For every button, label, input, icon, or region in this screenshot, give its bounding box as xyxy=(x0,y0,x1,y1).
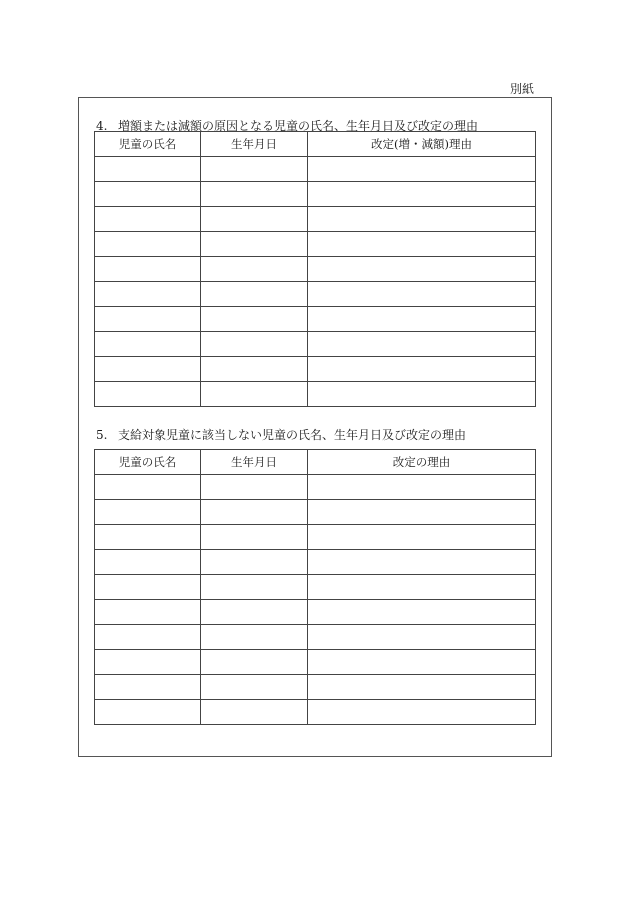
cell-revision-reason[interactable] xyxy=(308,675,536,700)
table-row xyxy=(95,475,536,500)
table-row xyxy=(95,282,536,307)
cell-birthdate[interactable] xyxy=(201,550,308,575)
table-row xyxy=(95,232,536,257)
cell-birthdate[interactable] xyxy=(201,525,308,550)
cell-birthdate[interactable] xyxy=(201,282,308,307)
cell-revision-reason[interactable] xyxy=(308,307,536,332)
cell-child-name[interactable] xyxy=(95,650,201,675)
cell-birthdate[interactable] xyxy=(201,357,308,382)
cell-child-name[interactable] xyxy=(95,675,201,700)
table-header-row xyxy=(95,450,536,475)
header-birthdate: 生年月日 xyxy=(201,450,308,475)
cell-birthdate[interactable] xyxy=(201,307,308,332)
cell-revision-reason[interactable] xyxy=(308,700,536,725)
table-row xyxy=(95,182,536,207)
cell-birthdate[interactable] xyxy=(201,500,308,525)
section-5-title: 支給対象児童に該当しない児童の氏名、生年月日及び改定の理由 xyxy=(118,428,467,442)
attachment-label: 別紙 xyxy=(509,82,534,96)
section-4-number: 4. xyxy=(96,119,108,133)
cell-birthdate[interactable] xyxy=(201,600,308,625)
table-row xyxy=(95,650,536,675)
cell-child-name[interactable] xyxy=(95,357,201,382)
cell-child-name[interactable] xyxy=(95,575,201,600)
cell-child-name[interactable] xyxy=(95,257,201,282)
table-row xyxy=(95,207,536,232)
cell-birthdate[interactable] xyxy=(201,575,308,600)
table-row xyxy=(95,575,536,600)
cell-birthdate[interactable] xyxy=(201,332,308,357)
header-revision-reason: 改定の理由 xyxy=(308,450,536,475)
cell-revision-reason[interactable] xyxy=(308,232,536,257)
table-row xyxy=(95,550,536,575)
cell-revision-reason[interactable] xyxy=(308,525,536,550)
cell-revision-reason[interactable] xyxy=(308,550,536,575)
table-row xyxy=(95,675,536,700)
cell-birthdate[interactable] xyxy=(201,650,308,675)
cell-revision-reason[interactable] xyxy=(308,500,536,525)
table-row xyxy=(95,625,536,650)
cell-birthdate[interactable] xyxy=(201,232,308,257)
cell-revision-reason[interactable] xyxy=(308,332,536,357)
cell-birthdate[interactable] xyxy=(201,625,308,650)
table-row xyxy=(95,307,536,332)
table-row xyxy=(95,332,536,357)
cell-revision-reason[interactable] xyxy=(308,382,536,407)
table-row xyxy=(95,525,536,550)
cell-child-name[interactable] xyxy=(95,500,201,525)
cell-revision-reason[interactable] xyxy=(308,182,536,207)
cell-revision-reason[interactable] xyxy=(308,357,536,382)
cell-child-name[interactable] xyxy=(95,307,201,332)
cell-child-name[interactable] xyxy=(95,525,201,550)
cell-child-name[interactable] xyxy=(95,207,201,232)
table-row xyxy=(95,500,536,525)
section-4-table xyxy=(94,131,536,407)
cell-birthdate[interactable] xyxy=(201,675,308,700)
cell-child-name[interactable] xyxy=(95,232,201,257)
cell-child-name[interactable] xyxy=(95,625,201,650)
cell-revision-reason[interactable] xyxy=(308,157,536,182)
cell-birthdate[interactable] xyxy=(201,182,308,207)
cell-revision-reason[interactable] xyxy=(308,207,536,232)
cell-birthdate[interactable] xyxy=(201,700,308,725)
cell-birthdate[interactable] xyxy=(201,207,308,232)
cell-child-name[interactable] xyxy=(95,282,201,307)
cell-child-name[interactable] xyxy=(95,382,201,407)
table-row xyxy=(95,600,536,625)
table-row xyxy=(95,700,536,725)
section-5-heading xyxy=(96,426,466,443)
cell-revision-reason[interactable] xyxy=(308,282,536,307)
cell-revision-reason[interactable] xyxy=(308,257,536,282)
table-row xyxy=(95,157,536,182)
cell-child-name[interactable] xyxy=(95,157,201,182)
cell-revision-reason[interactable] xyxy=(308,625,536,650)
cell-birthdate[interactable] xyxy=(201,382,308,407)
cell-child-name[interactable] xyxy=(95,550,201,575)
cell-birthdate[interactable] xyxy=(201,157,308,182)
section-5-table xyxy=(94,449,536,725)
section-4-title: 増額または減額の原因となる児童の氏名、生年月日及び改定の理由 xyxy=(118,119,479,133)
cell-birthdate[interactable] xyxy=(201,257,308,282)
table-row xyxy=(95,257,536,282)
table-header-row xyxy=(95,132,536,157)
cell-child-name[interactable] xyxy=(95,332,201,357)
table-row xyxy=(95,357,536,382)
cell-revision-reason[interactable] xyxy=(308,600,536,625)
cell-child-name[interactable] xyxy=(95,700,201,725)
cell-child-name[interactable] xyxy=(95,475,201,500)
cell-revision-reason[interactable] xyxy=(308,475,536,500)
table-row xyxy=(95,382,536,407)
section-5-number: 5. xyxy=(96,428,108,442)
cell-child-name[interactable] xyxy=(95,600,201,625)
cell-revision-reason[interactable] xyxy=(308,575,536,600)
cell-revision-reason[interactable] xyxy=(308,650,536,675)
header-child-name: 児童の氏名 xyxy=(95,450,201,475)
cell-birthdate[interactable] xyxy=(201,475,308,500)
header-birthdate: 生年月日 xyxy=(201,132,308,157)
header-child-name: 児童の氏名 xyxy=(95,132,201,157)
cell-child-name[interactable] xyxy=(95,182,201,207)
header-revision-reason: 改定(増・減額)理由 xyxy=(308,132,536,157)
